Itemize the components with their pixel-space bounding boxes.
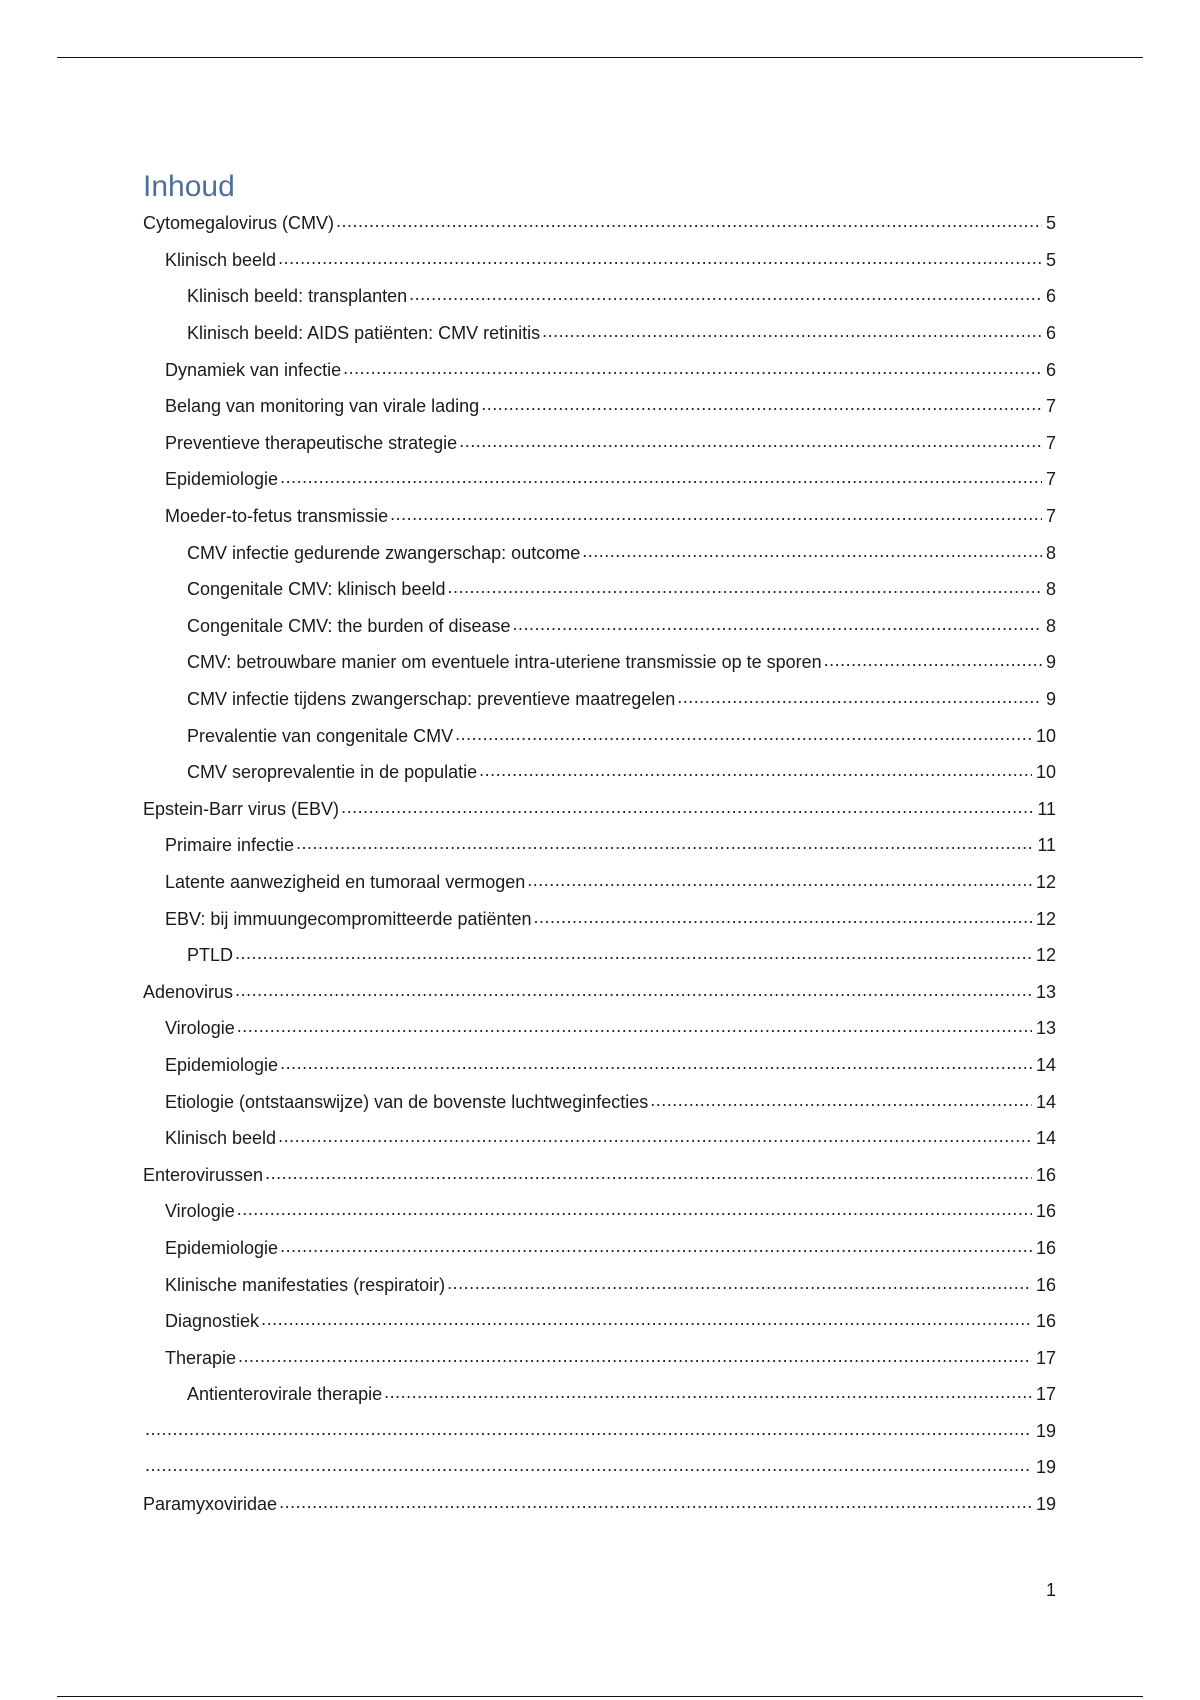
- toc-entry[interactable]: [143, 571, 1056, 608]
- toc-entry-page: 13: [1035, 981, 1056, 1002]
- toc-entry[interactable]: [143, 644, 1056, 681]
- toc-entry[interactable]: [143, 1120, 1056, 1157]
- toc-entry-label: Epidemiologie: [165, 1237, 279, 1258]
- header-rule: [57, 57, 1143, 58]
- toc-entry-page: 5: [1045, 249, 1056, 270]
- dot-leader: [455, 725, 1032, 747]
- toc-entry-label: Klinische manifestaties (respiratoir): [165, 1274, 446, 1295]
- dot-leader: [542, 322, 1042, 344]
- dot-leader: [409, 285, 1042, 307]
- footer-rule: [57, 1696, 1143, 1697]
- toc-entry[interactable]: [143, 900, 1056, 937]
- toc-entry-page: 19: [1035, 1457, 1056, 1478]
- toc-entry-label: Preventieve therapeutische strategie: [165, 432, 458, 453]
- dot-leader: [278, 1127, 1032, 1149]
- dot-leader: [235, 944, 1032, 966]
- toc-entry-label: Enterovirussen: [143, 1164, 264, 1185]
- dot-leader: [824, 651, 1042, 673]
- dot-leader: [235, 981, 1032, 1003]
- toc-entry-label: Moeder-to-fetus transmissie: [165, 506, 389, 527]
- toc-entry-page: 6: [1045, 323, 1056, 344]
- toc-entry-label: Belang van monitoring van virale lading: [165, 396, 480, 417]
- toc-entry[interactable]: [143, 1083, 1056, 1120]
- toc-entry-page: 10: [1035, 725, 1056, 746]
- toc-entry-page: 7: [1045, 506, 1056, 527]
- toc-entry[interactable]: [143, 1376, 1056, 1413]
- toc-entry-label: Etiologie (ontstaanswijze) van de bovenste luchtweginfecties: [165, 1091, 649, 1112]
- toc-entry-label: Epstein-Barr virus (EBV): [143, 798, 340, 819]
- dot-leader: [237, 1017, 1032, 1039]
- dot-leader: [278, 249, 1042, 271]
- toc-entry-label: Paramyxoviridae: [143, 1494, 278, 1515]
- toc-entry-page: 16: [1035, 1237, 1056, 1258]
- toc-entry-page: 5: [1045, 213, 1056, 234]
- dot-leader: [341, 798, 1033, 820]
- toc-entry-page: 10: [1035, 762, 1056, 783]
- dot-leader: [343, 359, 1042, 381]
- toc-entry-page: 9: [1045, 689, 1056, 710]
- dot-leader: [481, 395, 1042, 417]
- dot-leader: [280, 1237, 1032, 1259]
- dot-leader: [479, 761, 1032, 783]
- toc-entry-label: Congenitale CMV: klinisch beeld: [187, 579, 446, 600]
- toc-entry[interactable]: [143, 864, 1056, 901]
- toc-entry-page: 13: [1035, 1018, 1056, 1039]
- toc-entry-label: Antienterovirale therapie: [187, 1384, 383, 1405]
- toc-entry-label: Klinisch beeld: [165, 1128, 277, 1149]
- toc-entry-page: 8: [1045, 579, 1056, 600]
- toc-entry-page: 8: [1045, 615, 1056, 636]
- toc-entry-page: 9: [1045, 652, 1056, 673]
- toc-entry-label: Epidemiologie: [165, 469, 279, 490]
- toc-entry[interactable]: [143, 1339, 1056, 1376]
- toc-entry-page: 11: [1037, 798, 1056, 819]
- toc-entry-page: 7: [1045, 469, 1056, 490]
- toc-entry-page: 7: [1045, 396, 1056, 417]
- toc-entry-label: Klinisch beeld: transplanten: [187, 286, 408, 307]
- toc-entry[interactable]: [143, 791, 1056, 828]
- toc-entry[interactable]: [143, 205, 1056, 242]
- toc-entry[interactable]: [143, 937, 1056, 974]
- toc-entry-label: Klinisch beeld: [165, 249, 277, 270]
- toc-entry[interactable]: [143, 827, 1056, 864]
- dot-leader: [261, 1310, 1032, 1332]
- toc-entry-page: 14: [1035, 1054, 1056, 1075]
- toc-entry[interactable]: [143, 1486, 1056, 1523]
- toc-entry[interactable]: [143, 717, 1056, 754]
- toc-entry[interactable]: [143, 498, 1056, 535]
- toc-entry[interactable]: [143, 1303, 1056, 1340]
- toc-entry[interactable]: [143, 1266, 1056, 1303]
- toc-entry-page: 7: [1045, 432, 1056, 453]
- toc-entry-label: Dynamiek van infectie: [165, 359, 342, 380]
- toc-entry[interactable]: [143, 1156, 1056, 1193]
- dot-leader: [513, 615, 1042, 637]
- toc-entry-label: Congenitale CMV: the burden of disease: [187, 615, 511, 636]
- toc-entry-page: 12: [1035, 871, 1056, 892]
- toc-entry[interactable]: [143, 425, 1056, 462]
- toc-entry-page: 6: [1045, 286, 1056, 307]
- toc-entry[interactable]: [143, 1193, 1056, 1230]
- dot-leader: [390, 505, 1042, 527]
- toc-entry[interactable]: [143, 681, 1056, 718]
- dot-leader: [677, 688, 1042, 710]
- toc-entry-label: EBV: bij immuungecompromitteerde patiënten: [165, 908, 532, 929]
- toc-entry[interactable]: [143, 242, 1056, 279]
- dot-leader: [447, 1274, 1032, 1296]
- toc-entry[interactable]: [143, 973, 1056, 1010]
- toc-entry-label: Klinisch beeld: AIDS patiënten: CMV retinitis: [187, 323, 541, 344]
- toc-entry-label: CMV infectie tijdens zwangerschap: preventieve maatregelen: [187, 689, 676, 710]
- dot-leader: [280, 468, 1042, 490]
- toc-entry-label: Epidemiologie: [165, 1054, 279, 1075]
- toc-entry[interactable]: [143, 315, 1056, 352]
- dot-leader: [384, 1383, 1032, 1405]
- toc-entry-page: 16: [1035, 1311, 1056, 1332]
- toc-entry-label: CMV infectie gedurende zwangerschap: outcome: [187, 542, 581, 563]
- toc-entry-label: Cytomegalovirus (CMV): [143, 213, 335, 234]
- toc-entry-label: Primaire infectie: [165, 835, 295, 856]
- toc-entry[interactable]: [143, 461, 1056, 498]
- dot-leader: [280, 1054, 1032, 1076]
- dot-leader: [336, 212, 1042, 234]
- toc-entry[interactable]: [143, 1413, 1056, 1450]
- toc-entry[interactable]: [143, 534, 1056, 571]
- toc-entry-page: 17: [1035, 1384, 1056, 1405]
- toc-entry-page: 19: [1035, 1420, 1056, 1441]
- toc-entry-page: 16: [1035, 1201, 1056, 1222]
- dot-leader: [265, 1164, 1032, 1186]
- toc-entry-page: 12: [1035, 908, 1056, 929]
- dot-leader: [145, 1456, 1032, 1478]
- toc-entry-page: 14: [1035, 1091, 1056, 1112]
- toc-entry-page: 14: [1035, 1128, 1056, 1149]
- toc-entry-label: CMV: betrouwbare manier om eventuele intra-uteriene transmissie op te sporen: [187, 652, 822, 673]
- toc-entry-label: Prevalentie van congenitale CMV: [187, 725, 454, 746]
- dot-leader: [238, 1347, 1032, 1369]
- toc-entry[interactable]: [143, 1449, 1056, 1486]
- toc-entry-page: 11: [1037, 835, 1056, 856]
- toc-entry[interactable]: [143, 754, 1056, 791]
- dot-leader: [650, 1091, 1032, 1113]
- toc-entry-page: 8: [1045, 542, 1056, 563]
- toc-entry-page: 19: [1035, 1494, 1056, 1515]
- toc-entry-label: Latente aanwezigheid en tumoraal vermogen: [165, 871, 526, 892]
- toc-entry-page: 6: [1045, 359, 1056, 380]
- page-number: 1: [1045, 1580, 1056, 1600]
- toc-entry-label: Diagnostiek: [165, 1311, 260, 1332]
- toc-entry[interactable]: [143, 1010, 1056, 1047]
- toc-entry[interactable]: [143, 1230, 1056, 1267]
- toc-entry-label: Virologie: [165, 1201, 235, 1222]
- toc-entry-label: Adenovirus: [143, 981, 234, 1002]
- dot-leader: [279, 1493, 1032, 1515]
- page-title: Inhoud: [143, 170, 235, 203]
- toc-entry-label: CMV seroprevalentie in de populatie: [187, 762, 478, 783]
- dot-leader: [582, 542, 1042, 564]
- toc-entry-label: Virologie: [165, 1018, 235, 1039]
- toc-entry[interactable]: [143, 388, 1056, 425]
- dot-leader: [534, 908, 1032, 930]
- dot-leader: [527, 871, 1032, 893]
- dot-leader: [459, 432, 1042, 454]
- toc-entry[interactable]: [143, 351, 1056, 388]
- toc-entry-label: Therapie: [165, 1347, 237, 1368]
- toc-entry[interactable]: [143, 278, 1056, 315]
- toc-entry-label: PTLD: [187, 945, 234, 966]
- toc-entry[interactable]: [143, 1047, 1056, 1084]
- toc-entry-page: 16: [1035, 1164, 1056, 1185]
- dot-leader: [447, 578, 1042, 600]
- toc-entry-page: 16: [1035, 1274, 1056, 1295]
- table-of-contents: [143, 205, 1056, 1522]
- toc-entry-page: 12: [1035, 945, 1056, 966]
- dot-leader: [237, 1200, 1032, 1222]
- dot-leader: [296, 834, 1033, 856]
- toc-entry-page: 17: [1035, 1347, 1056, 1368]
- toc-entry[interactable]: [143, 608, 1056, 645]
- dot-leader: [145, 1420, 1032, 1442]
